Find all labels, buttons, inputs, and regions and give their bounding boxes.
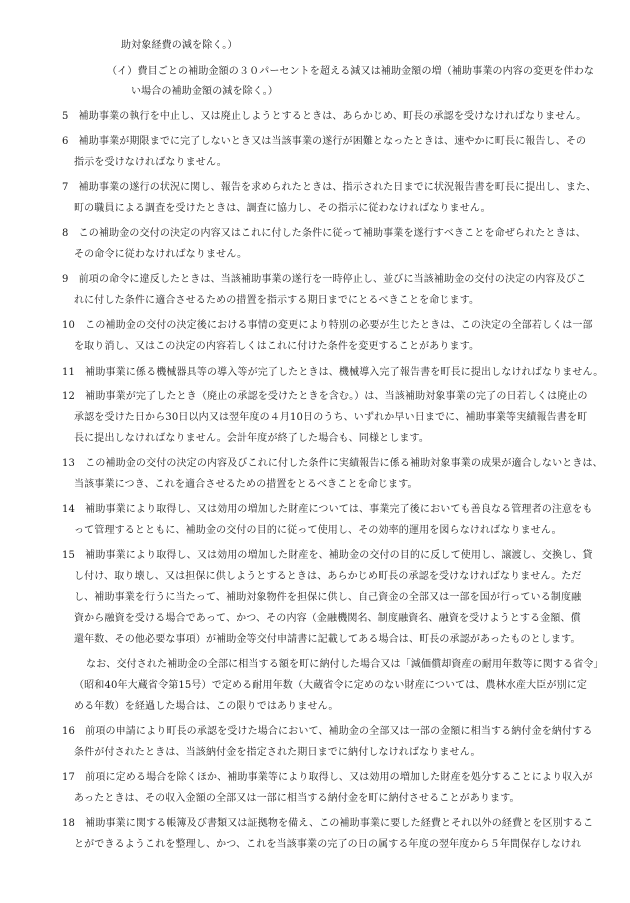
text-line: 条件が付されたときは、当該納付金を指定された期日までに納付しなければなりません。 xyxy=(74,747,481,758)
text-line: 7 補助事業の遂行の状況に関し、報告を求められたときは、指示された日までに状況報告書を町長に提出し、また、 xyxy=(62,182,597,193)
text-line: 9 前項の命令に違反したときは、当該補助事業の遂行を一時停止し、並びに当該補助金の交付の決定の内容及びこ xyxy=(62,274,587,285)
text-line: 10 この補助金の交付の決定後における事情の変更により特別の必要が生じたときは、この決定の全部若しくは一部 xyxy=(62,320,593,331)
text-line: って管理するとともに、補助金の交付の目的に従って使用し、その効率的運用を図らなければなりません。 xyxy=(74,525,562,536)
text-line: 18 補助事業に関する帳簿及び書類又は証拠物を備え、この補助事業に要した経費とそれ以外の経費とを区別するこ xyxy=(62,818,594,829)
text-line: 当該事業につき、これを適合させるための措置をとるべきことを命じます。 xyxy=(74,479,418,490)
text-line: 還年数、その他必要な事項）が補助金等交付申請書に記載してある場合は、町長の承認があったものとします。 xyxy=(74,634,581,645)
text-line: 長に提出しなければなりません。会計年度が終了した場合も、同様とします。 xyxy=(74,433,430,444)
text-line: 13 この補助金の交付の決定の内容及びこれに付した条件に実績報告に係る補助対象事業の成果が適合しないときは、 xyxy=(62,458,603,469)
text-line: 15 補助事業により取得し、又は効用の増加した財産を、補助金の交付の目的に反して使用し、譲渡し、交換し、貸 xyxy=(62,550,593,561)
text-line: 14 補助事業により取得し、又は効用の増加した財産については、事業完了後においても善良なる管理者の注意をも xyxy=(62,504,593,515)
text-line: れに付した条件に適合させるための措置を指示する期日までにとるべきことを命じます。 xyxy=(74,295,480,306)
text-line: 資から融資を受ける場合であって、かつ、その内容（金融機関名、制度融資名、融資を受けようとする金額、償 xyxy=(74,613,581,624)
text-line: （昭和40年大蔵省令第15号）で定める耐用年数（大蔵省令に定めのない財産については、農林水産大臣が別に定 xyxy=(74,680,588,691)
text-line: とができるようこれを整理し、かつ、これを当該事業の完了の日の属する年度の翌年度から５年間保存しなけれ xyxy=(74,839,582,850)
text-line: 17 前項に定める場合を除くほか、補助事業等により取得し、又は効用の増加した財産を処分することにより収入が xyxy=(62,772,593,783)
text-line: し、補助事業を行うに当たって、補助対象物件を担保に供し、自己資金の全部又は一部を国が行っている制度融 xyxy=(74,592,582,603)
text-line: を取り消し、又はこの決定の内容若しくはこれに付けた条件を変更することがあります。 xyxy=(74,341,480,352)
text-line: なお、交付された補助金の全部に相当する額を町に納付した場合又は「減価償却資産の耐用年数等に関する省令」 xyxy=(86,659,604,670)
text-line: 5 補助事業の執行を中止し、又は廃止しようとするときは、あらかじめ、町長の承認を受けなければなりません。 xyxy=(62,111,587,122)
text-line: める年数）を経過した場合は、この限りではありません。 xyxy=(74,701,339,712)
text-line: 16 前項の申請により町長の承認を受けた場合において、補助金の全部又は一部の金額に相当する納付金を納付する xyxy=(62,726,593,737)
text-line: 指示を受けなければなりません。 xyxy=(74,157,227,168)
text-line: 8 この補助金の交付の決定の内容又はこれに付した条件に従って補助事業を遂行すべきことを命ぜられたときは、 xyxy=(62,228,586,239)
text-line: し付け、取り壊し、又は担保に供しようとするときは、あらかじめ町長の承認を受けなければなりません。ただ xyxy=(74,571,582,582)
text-line: 承認を受けた日から30日以内又は翌年度の４月10日のうち、いずれか早い日までに、補助事業等実績報告書を町 xyxy=(74,412,588,423)
text-line: （イ）費目ごとの補助金額の３０パーセントを超える減又は補助金額の増（補助事業の内容の変更を伴わな xyxy=(107,66,594,77)
text-line: 12 補助事業が完了したとき（廃止の承認を受けたときを含む。）は、当該補助対象事業の完了の日若しくは廃止の xyxy=(62,391,588,402)
text-line: 6 補助事業が期限までに完了しないとき又は当該事業の遂行が困難となったときは、速やかに町長に報告し、その xyxy=(62,136,587,147)
text-line: い場合の補助金額の減を除く。） xyxy=(131,86,279,97)
text-line: 助対象経費の減を除く。） xyxy=(121,40,238,51)
text-line: その命令に従わなければなりません。 xyxy=(74,249,248,260)
text-line: 11 補助事業に係る機械器具等の導入等が完了したときは、機械導入完了報告書を町長に提出しなければなりません。 xyxy=(62,367,604,378)
text-line: 町の職員による調査を受けたときは、調査に協力し、その指示に従わなければなりません。 xyxy=(74,203,491,214)
text-line: あったときは、その収入金額の全部又は一部に相当する納付金を町に納付させることがあります。 xyxy=(74,793,520,804)
